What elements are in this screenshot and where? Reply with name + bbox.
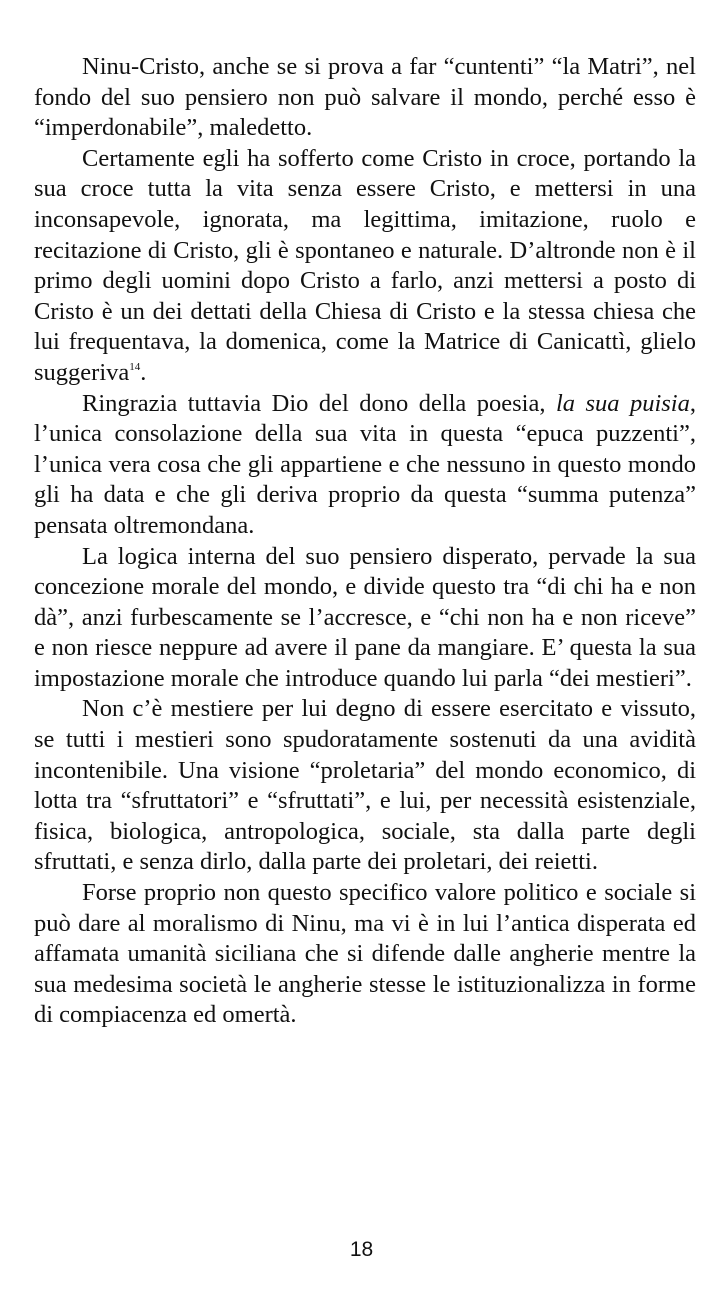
paragraph-4	[34, 542, 696, 695]
paragraph-text: Certamente egli ha sofferto come Cristo in croce, portando la sua croce tutta la vita senza essere Cristo, e mettersi in una inconsapevole, ignorata, ma legittima, imitazione, ruolo e recitazione di Cristo, gli è spontaneo e naturale. D’altronde non è il primo degli uomini dopo Cristo a farlo, anzi mettersi a posto di Cristo è un dei dettati della Chiesa di Cristo e la stessa chiesa che lui frequentava, la domenica, come la Matrice di Canicattì, glielo suggeriva	[34, 144, 696, 386]
paragraph-1	[34, 52, 696, 144]
paragraph-text: Ringrazia tuttavia Dio del dono della poesia,	[82, 389, 556, 417]
paragraph-text: , l’unica consolazione della sua vita in questa “epuca puzzenti”, l’unica vera cosa che gli appartiene e che nessuno in questo mondo gli ha data e che gli deriva proprio da questa “summa putenza” pensata oltremondana.	[34, 389, 696, 539]
paragraph-text: Ninu-Cristo, anche se si prova a far “cuntenti” “la Matri”, nel fondo del suo pensiero non può salvare il mondo, perché esso è “imperdonabile”, maledetto.	[34, 53, 696, 142]
footnote-reference[interactable]: 14	[129, 360, 141, 373]
paragraph-2	[34, 144, 696, 389]
paragraph-text: Forse proprio non questo specifico valore politico e sociale si può dare al moralismo di Ninu, ma vi è in lui l’antica disperata ed affamata umanità siciliana che si difende dalle angherie mentre la sua medesima società le angherie stesse le istituzionalizza in forme di compiacenza ed omertà.	[34, 879, 696, 1029]
paragraph-6	[34, 878, 696, 1031]
paragraph-3	[34, 389, 696, 542]
page-body	[34, 52, 696, 1031]
paragraph-5	[34, 694, 696, 878]
page-number: 18	[349, 1238, 374, 1261]
paragraph-text: La logica interna del suo pensiero disperato, pervade la sua concezione morale del mondo, e divide questo tra “di chi ha e non dà”, anzi furbescamente se l’accresce, e “chi non ha e non riceve” e non riesce neppure ad avere il pane da mangiare. E’ questa la sua impostazione morale che introduce quando lui parla “dei mestieri”.	[34, 542, 696, 692]
italic-phrase: la sua puisia	[555, 389, 690, 417]
paragraph-text: .	[140, 358, 147, 386]
paragraph-text: Non c’è mestiere per lui degno di essere esercitato e vissuto, se tutti i mestieri sono spudoratamente sostenuti da una avidità incontenibile. Una visione “proletaria” del mondo economico, di lotta tra “sfruttatori” e “sfruttati”, e lui, per necessità esistenziale, fisica, biologica, antropologica, sociale, sta dalla parte degli sfruttati, e senza dirlo, dalla parte dei proletari, dei reietti.	[34, 695, 696, 876]
